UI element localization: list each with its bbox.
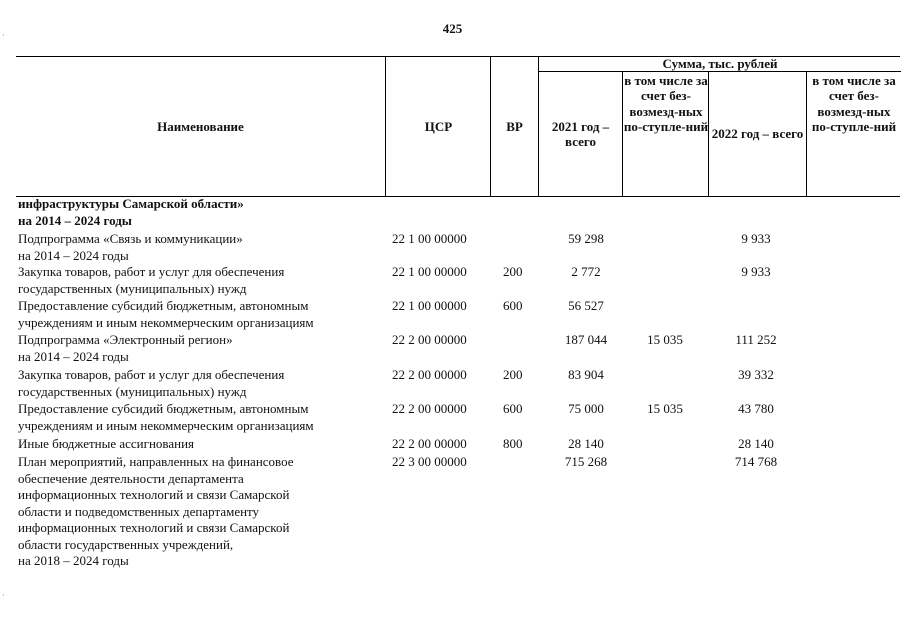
row-2022-total: 714 768 — [734, 454, 778, 469]
row-name: Закупка товаров, работ и услуг для обеспечения государственных (муниципальных) нужд — [18, 367, 285, 399]
header-2022-gratuitous: в том числе за счет без-возмезд-ных по-ступле-ний — [806, 72, 901, 196]
row-2021-total: 2 772 — [571, 264, 601, 279]
row-2021-gratuitous: 15 035 — [647, 401, 683, 416]
row-csr: 22 2 00 00000 — [392, 401, 467, 416]
row-csr: 22 1 00 00000 — [392, 231, 467, 246]
row-csr: 22 2 00 00000 — [392, 367, 467, 382]
row-vr: 200 — [503, 264, 523, 279]
row-2021-total: 715 268 — [564, 454, 608, 469]
header-2022-total: 2022 год – всего — [708, 72, 806, 196]
scan-mark: · — [2, 30, 5, 40]
row-2021-total: 187 044 — [564, 332, 608, 347]
row-name: Предоставление субсидий бюджетным, автономным учреждениям и иным некоммерческим организациям — [18, 401, 314, 433]
table-header — [16, 56, 900, 197]
row-2022-total: 28 140 — [738, 436, 774, 451]
scan-mark: · — [2, 590, 5, 600]
header-sum-title: Сумма, тыс. рублей — [538, 57, 901, 72]
row-vr: 800 — [503, 436, 523, 451]
row-name: Закупка товаров, работ и услуг для обеспечения государственных (муниципальных) нужд — [18, 264, 285, 296]
header-2021-gratuitous: в том числе за счет без-возмезд-ных по-ступле-ний — [622, 72, 709, 196]
row-vr: 200 — [503, 367, 523, 382]
row-csr: 22 2 00 00000 — [392, 332, 467, 347]
header-name: Наименование — [157, 118, 244, 134]
row-name: Предоставление субсидий бюджетным, автономным учреждениям и иным некоммерческим организациям — [18, 298, 314, 330]
row-2021-total: 83 904 — [568, 367, 604, 382]
row-name: Подпрограмма «Электронный регион» на 2014 – 2024 годы — [18, 332, 233, 364]
row-name: Иные бюджетные ассигнования — [18, 436, 195, 451]
row-vr: 600 — [503, 401, 523, 416]
row-2022-total: 43 780 — [738, 401, 774, 416]
row-name: инфраструктуры Самарской области» на 2014 – 2024 годы — [18, 196, 244, 228]
page-number: 425 — [442, 21, 463, 36]
row-2021-total: 28 140 — [568, 436, 604, 451]
header-csr: ЦСР — [385, 57, 491, 196]
row-2022-total: 111 252 — [735, 332, 777, 347]
row-2022-total: 39 332 — [738, 367, 774, 382]
row-2021-total: 56 527 — [568, 298, 604, 313]
row-2022-total: 9 933 — [741, 231, 771, 246]
row-2021-gratuitous: 15 035 — [647, 332, 683, 347]
row-csr: 22 2 00 00000 — [392, 436, 467, 451]
row-name: Подпрограмма «Связь и коммуникации» на 2014 – 2024 годы — [18, 231, 243, 263]
row-2021-total: 75 000 — [568, 401, 604, 416]
row-2021-total: 59 298 — [568, 231, 604, 246]
header-2021-total: 2021 год – всего — [538, 72, 622, 196]
row-2022-total: 9 933 — [741, 264, 771, 279]
row-csr: 22 3 00 00000 — [392, 454, 467, 469]
row-csr: 22 1 00 00000 — [392, 264, 467, 279]
row-name: План мероприятий, направленных на финансовое обеспечение деятельности департамента информационных технологий и связи Самарской области и подведомственных департаменту информационных технологий и связи Самарской области государственных учреждений, на 2018 – 2024 годы — [18, 454, 294, 568]
header-vr: ВР — [490, 57, 538, 196]
row-vr: 600 — [503, 298, 523, 313]
row-csr: 22 1 00 00000 — [392, 298, 467, 313]
